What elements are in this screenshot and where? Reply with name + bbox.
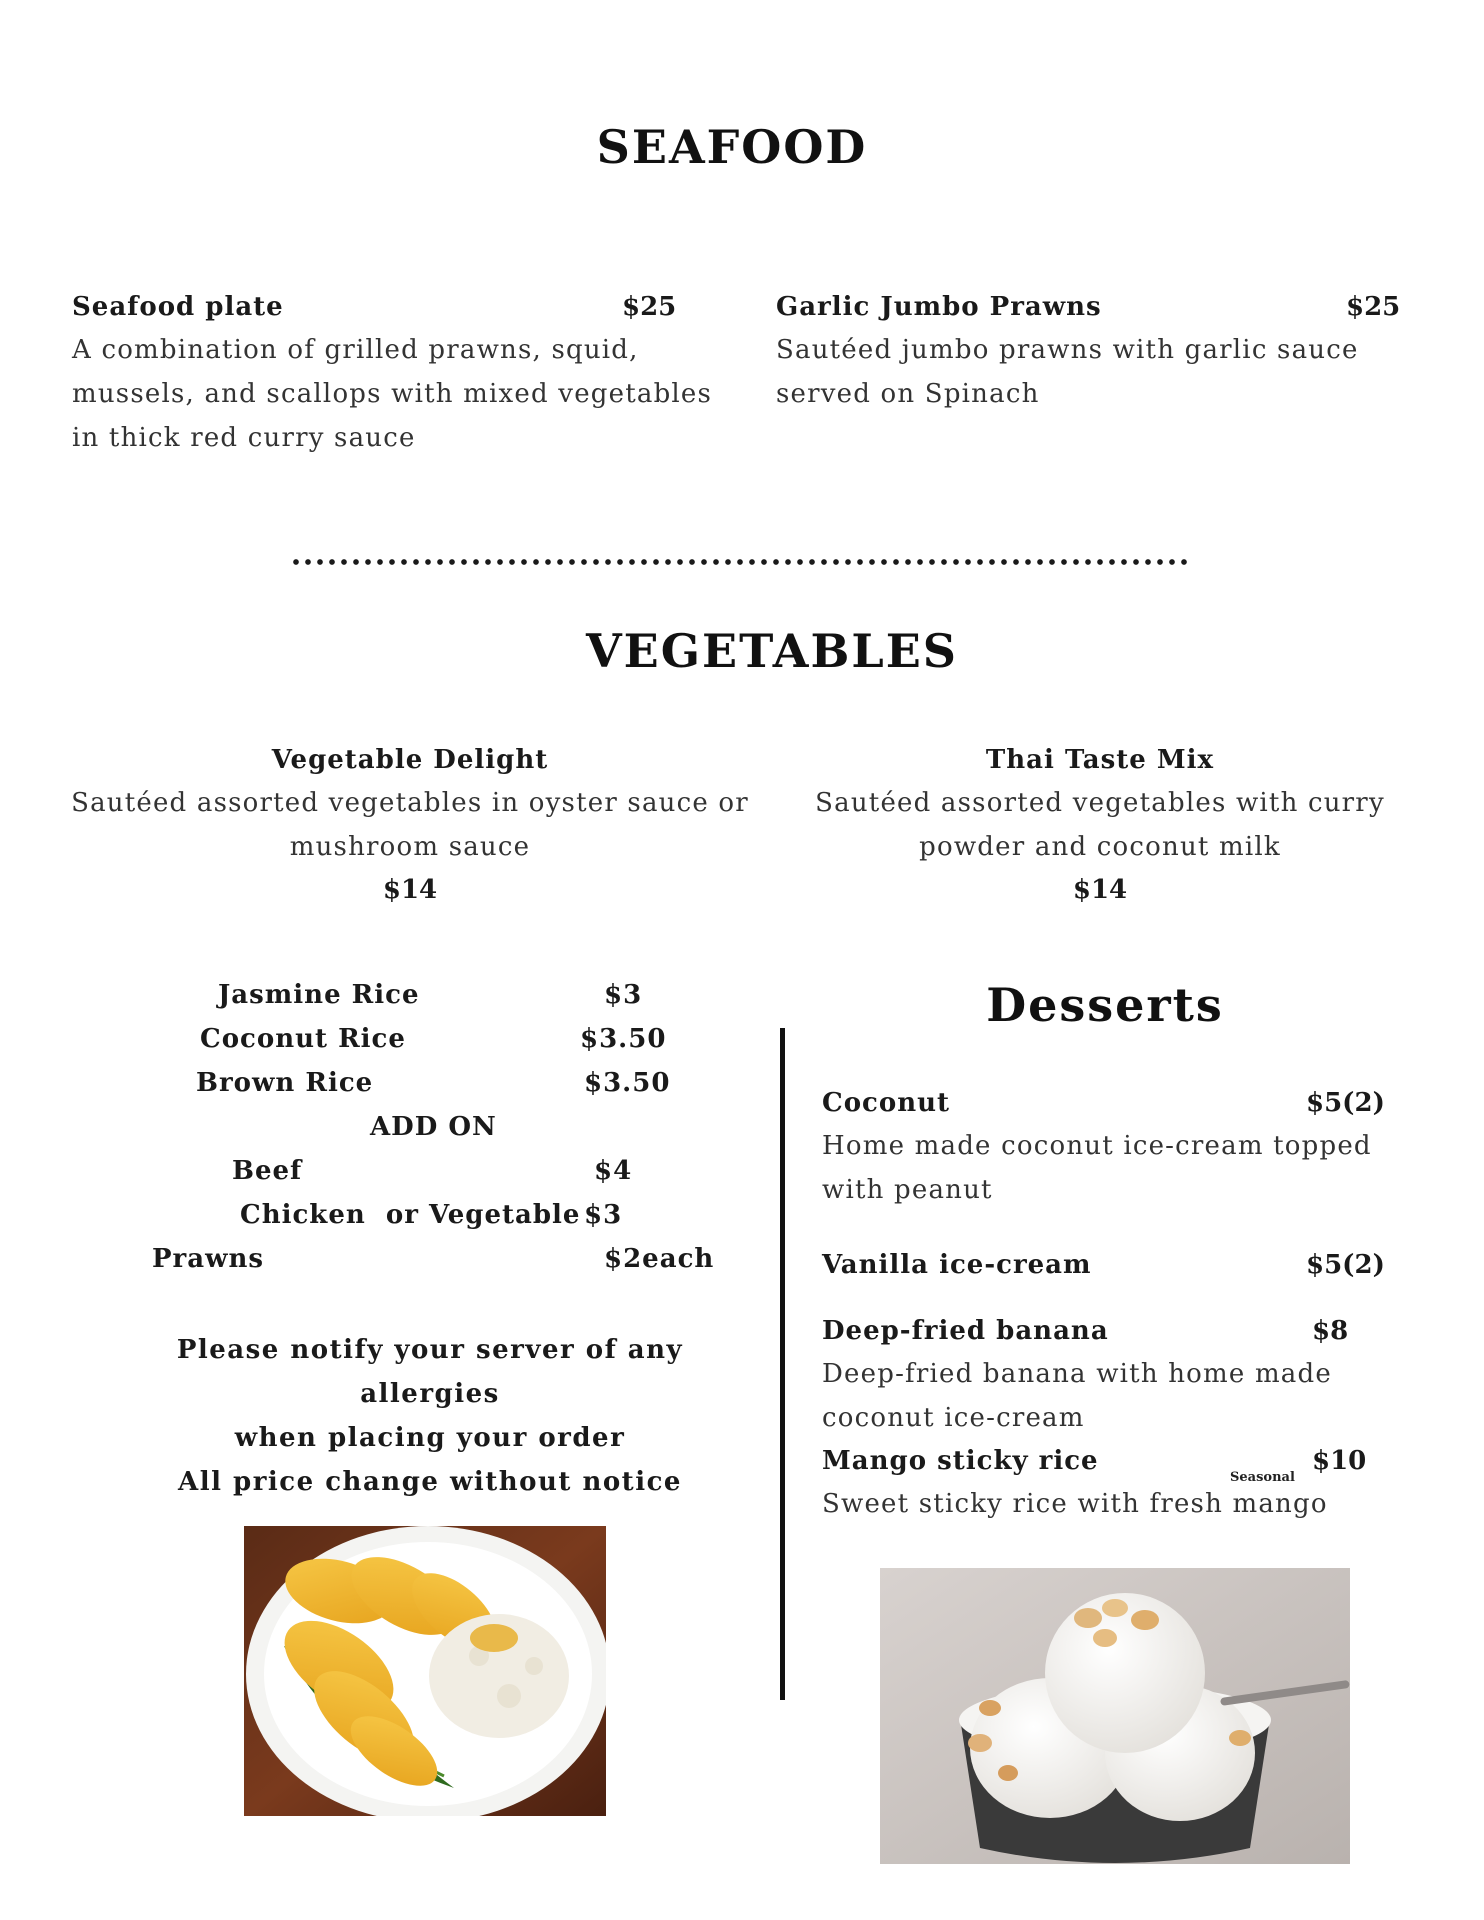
dessert-item-description: Home made coconut ice-cream topped with peanut bbox=[822, 1131, 1372, 1205]
seafood-item-price: $25 bbox=[622, 292, 677, 322]
seafood-item-name: Garlic Jumbo Prawns bbox=[776, 292, 1102, 322]
column-divider bbox=[780, 1028, 785, 1700]
dessert-item-price: $10 bbox=[1312, 1446, 1367, 1476]
vegetable-item-description: Sautéed assorted vegetables in oyster sauce or mushroom sauce bbox=[71, 788, 749, 862]
seafood-item-description: A combination of grilled prawns, squid, mussels, and scallops with mixed vegetables in thick red curry sauce bbox=[72, 335, 713, 453]
notice-line: when placing your order bbox=[234, 1423, 626, 1453]
seafood-item-name: Seafood plate bbox=[72, 292, 284, 322]
seafood-item-description: Sautéed jumbo prawns with garlic sauce served on Spinach bbox=[776, 335, 1359, 409]
dessert-item-description: Sweet sticky rice with fresh mango bbox=[822, 1489, 1328, 1519]
coconut-ice-cream-photo bbox=[880, 1568, 1350, 1864]
vegetable-item-name: Vegetable Delight bbox=[271, 745, 549, 775]
addon-item-name: Chicken or Vegetable bbox=[240, 1200, 581, 1230]
side-item-name: Brown Rice bbox=[196, 1068, 374, 1098]
allergy-notice bbox=[110, 1328, 750, 1504]
addon-heading: ADD ON bbox=[370, 1112, 497, 1142]
dessert-item-name: Coconut bbox=[822, 1088, 951, 1118]
dessert-item-price: $5(2) bbox=[1306, 1250, 1385, 1280]
dotted-divider bbox=[290, 558, 1190, 566]
coconut-ice-cream-illustration bbox=[880, 1568, 1350, 1864]
seafood-heading: SEAFOOD bbox=[596, 120, 868, 174]
vegetable-item-name: Thai Taste Mix bbox=[985, 745, 1215, 775]
vegetables-heading: VEGETABLES bbox=[585, 624, 958, 678]
seafood-item-price: $25 bbox=[1346, 292, 1401, 322]
addon-item-price: $3 bbox=[584, 1200, 623, 1230]
mango-sticky-rice-illustration bbox=[244, 1526, 606, 1816]
addon-item-name: Prawns bbox=[152, 1244, 265, 1274]
side-item-price: $3 bbox=[604, 980, 643, 1010]
addon-item-price: $4 bbox=[594, 1156, 633, 1186]
notice-line: All price change without notice bbox=[178, 1467, 682, 1497]
addon-item-price: $2each bbox=[604, 1244, 715, 1274]
dessert-item-name: Mango sticky rice bbox=[822, 1446, 1099, 1476]
dessert-item-name: Vanilla ice-cream bbox=[822, 1250, 1092, 1280]
seasonal-tag: Seasonal bbox=[1230, 1470, 1295, 1485]
dessert-item-name: Deep-fried banana bbox=[822, 1316, 1109, 1346]
side-item-name: Jasmine Rice bbox=[218, 980, 420, 1010]
dessert-item-price: $5(2) bbox=[1306, 1088, 1385, 1118]
vegetable-item-description: Sautéed assorted vegetables with curry powder and coconut milk bbox=[815, 788, 1385, 862]
desserts-heading: Desserts bbox=[986, 978, 1224, 1032]
side-item-price: $3.50 bbox=[580, 1024, 667, 1054]
vegetable-item-price: $14 bbox=[382, 875, 438, 905]
dessert-item-price: $8 bbox=[1312, 1316, 1349, 1346]
side-item-price: $3.50 bbox=[584, 1068, 671, 1098]
dessert-item-description: Deep-fried banana with home made coconut ice-cream bbox=[822, 1359, 1332, 1433]
side-item-name: Coconut Rice bbox=[200, 1024, 406, 1054]
notice-line: Please notify your server of any allergies bbox=[176, 1335, 684, 1409]
mango-sticky-rice-photo bbox=[244, 1526, 606, 1816]
addon-item-name: Beef bbox=[232, 1156, 303, 1186]
vegetable-item-price: $14 bbox=[1072, 875, 1128, 905]
